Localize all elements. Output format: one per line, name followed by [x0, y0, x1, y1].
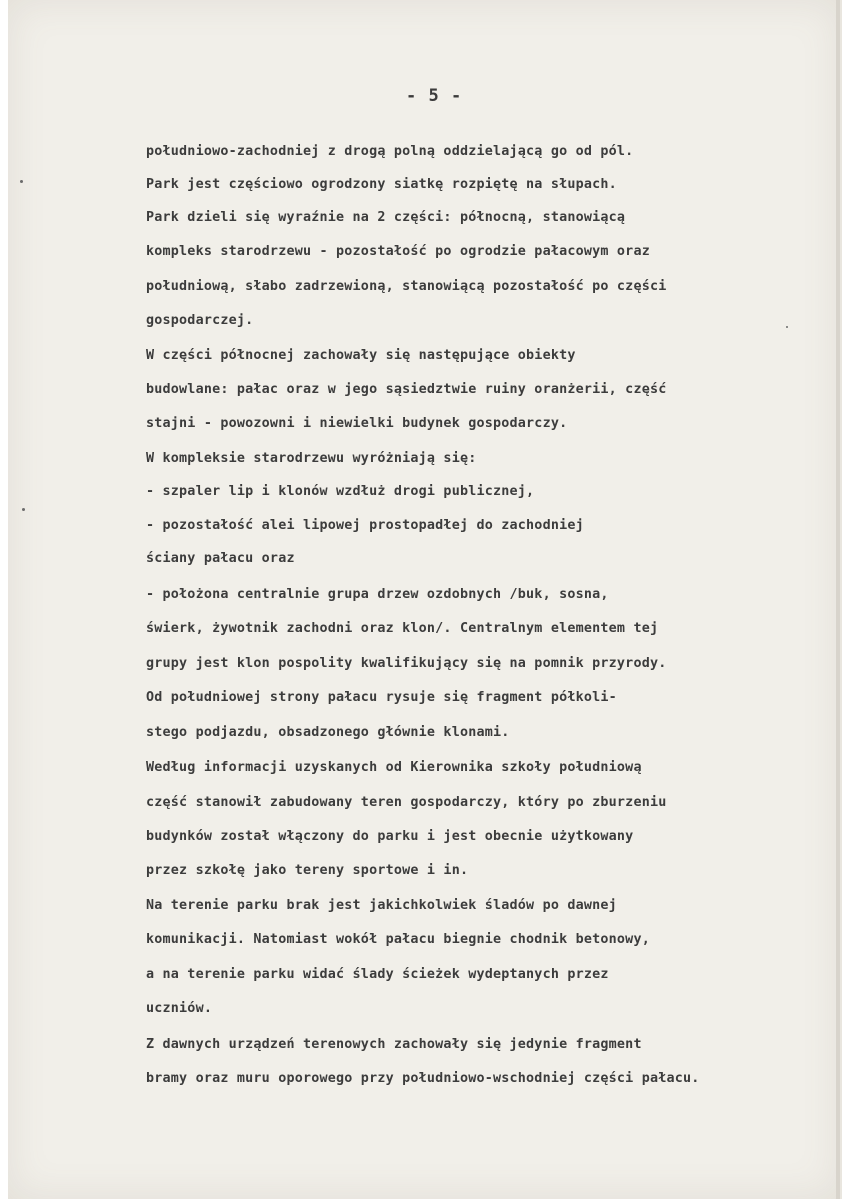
text-line: Według informacji uzyskanych od Kierownika szkoły południową — [146, 760, 642, 775]
text-line: Park jest częściowo ogrodzony siatkę rozpiętę na słupach. — [146, 177, 617, 192]
text-line: - pozostałość alei lipowej prostopadłej do zachodniej — [146, 518, 584, 533]
text-line: świerk, żywotnik zachodni oraz klon/. Centralnym elementem tej — [146, 621, 659, 636]
scan-speck — [22, 508, 25, 511]
text-line: południowo-zachodniej z drogą polną oddzielającą go od pól. — [146, 144, 634, 159]
page-edge-shadow — [836, 0, 840, 1199]
scan-speck — [20, 180, 23, 183]
document-page — [8, 0, 840, 1199]
text-line: komunikacji. Natomiast wokół pałacu biegnie chodnik betonowy, — [146, 932, 650, 947]
text-line: Z dawnych urządzeń terenowych zachowały się jedynie fragment — [146, 1037, 642, 1052]
text-line: ściany pałacu oraz — [146, 551, 295, 566]
text-line: budynków został włączony do parku i jest obecnie użytkowany — [146, 829, 634, 844]
text-line: a na terenie parku widać ślady ścieżek wydeptanych przez — [146, 967, 609, 982]
text-line: - położona centralnie grupa drzew ozdobnych /buk, sosna, — [146, 587, 609, 602]
text-line: Od południowej strony pałacu rysuje się fragment półkoli- — [146, 690, 617, 705]
text-line: uczniów. — [146, 1001, 213, 1016]
text-line: W kompleksie starodrzewu wyróżniają się: — [146, 451, 477, 466]
text-line: Na terenie parku brak jest jakichkolwiek śladów po dawnej — [146, 898, 617, 913]
text-line: bramy oraz muru oporowego przy południowo-wschodniej części pałacu. — [146, 1071, 700, 1086]
scan-speck — [786, 326, 788, 328]
text-line: Park dzieli się wyraźnie na 2 części: północną, stanowiącą — [146, 210, 626, 225]
text-line: budowlane: pałac oraz w jego sąsiedztwie ruiny oranżerii, część — [146, 382, 667, 397]
text-line: gospodarczej. — [146, 313, 254, 328]
text-line: stego podjazdu, obsadzonego głównie klonami. — [146, 725, 510, 740]
text-line: część stanowił zabudowany teren gospodarczy, który po zburzeniu — [146, 795, 667, 810]
text-line: grupy jest klon pospolity kwalifikujący się na pomnik przyrody. — [146, 656, 667, 671]
scan-edge — [0, 0, 8, 1199]
text-line: W części północnej zachowały się następujące obiekty — [146, 348, 576, 363]
text-line: kompleks starodrzewu - pozostałość po ogrodzie pałacowym oraz — [146, 244, 650, 259]
page-number: - 5 - — [406, 86, 463, 106]
text-line: przez szkołę jako tereny sportowe i in. — [146, 863, 469, 878]
text-line: - szpaler lip i klonów wzdłuż drogi publicznej, — [146, 484, 535, 499]
text-line: południową, słabo zadrzewioną, stanowiącą pozostałość po części — [146, 279, 667, 294]
text-line: stajni - powozowni i niewielki budynek gospodarczy. — [146, 416, 568, 431]
